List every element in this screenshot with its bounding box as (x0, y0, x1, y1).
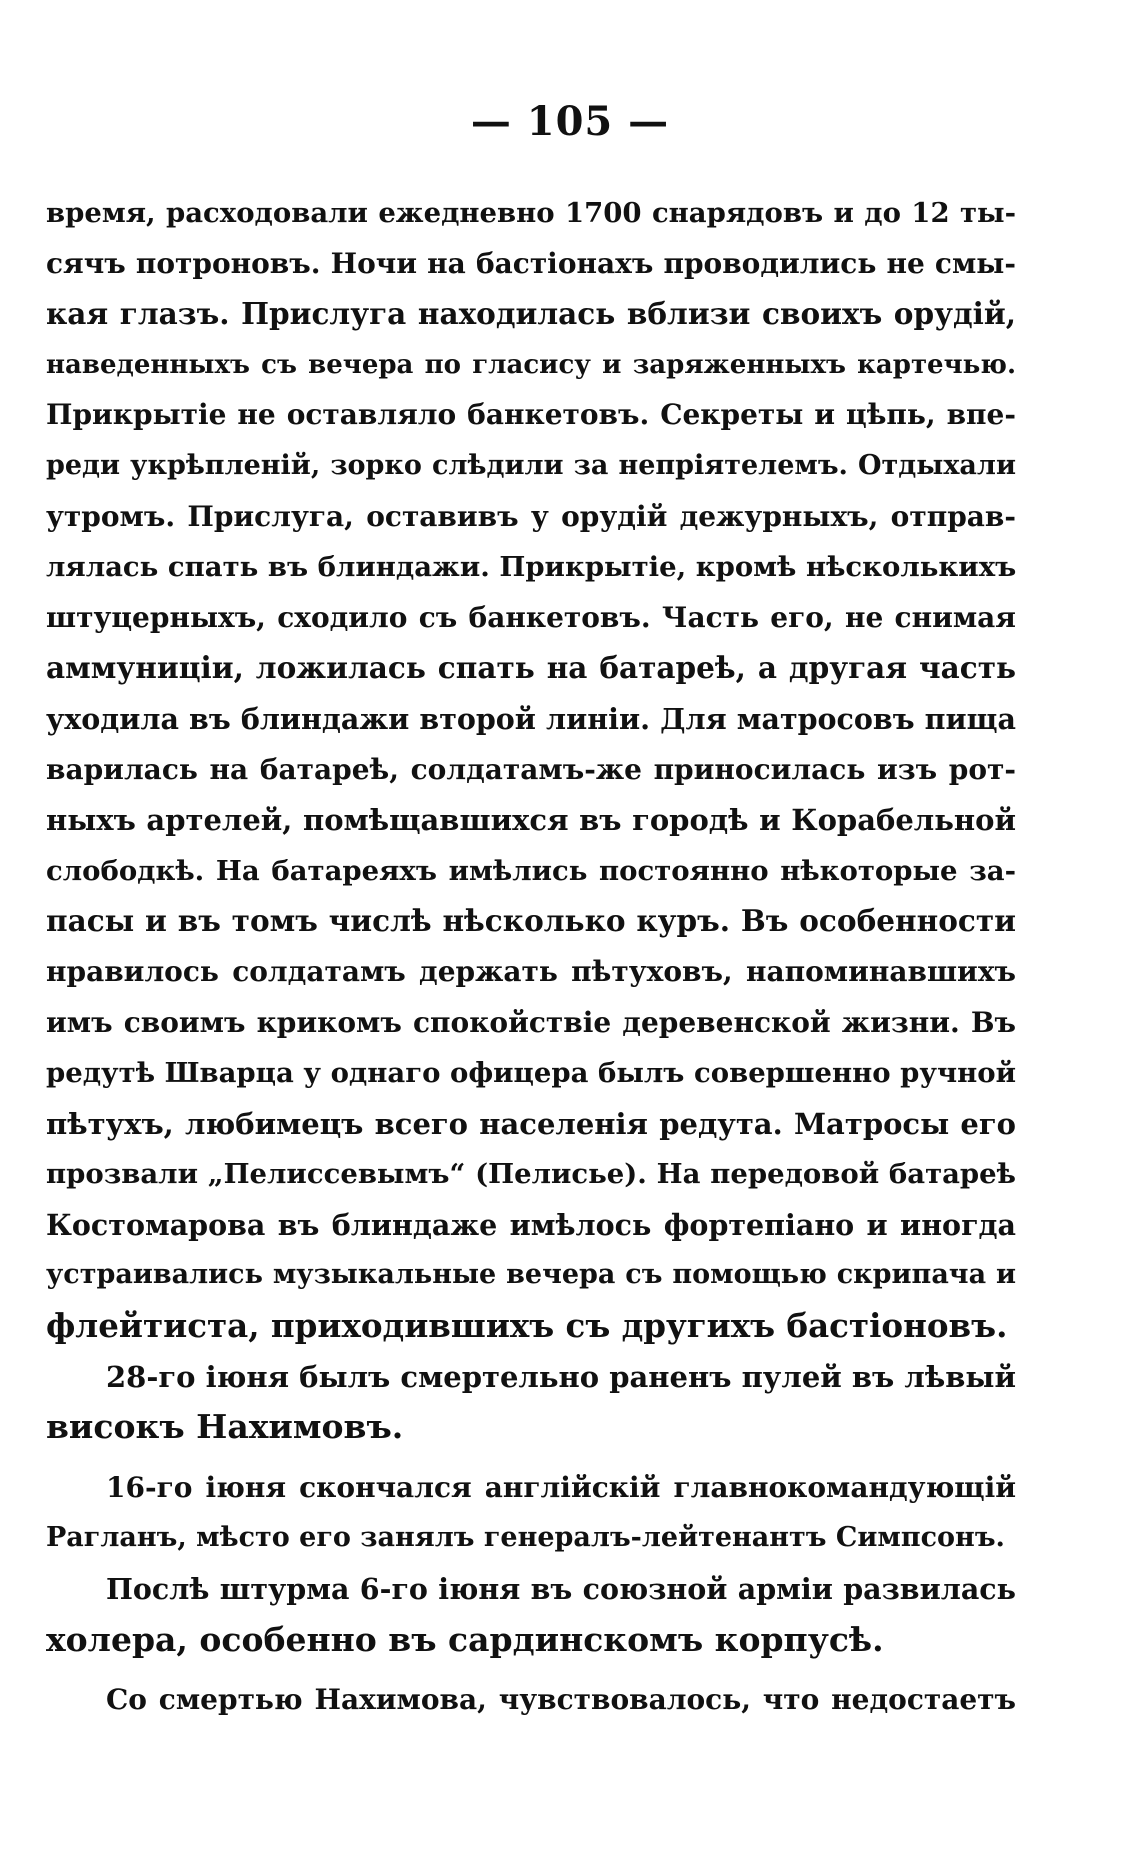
text-line: аммуниціи, ложилась спать на батареѣ, а другая часть (46, 650, 1016, 686)
text-line: сячъ потроновъ. Ночи на бастіонахъ проводились не смы- (46, 246, 1016, 280)
text-line: ныхъ артелей, помѣщавшихся въ городѣ и Корабельной (46, 803, 1016, 838)
text-line: 28-го іюня былъ смертельно раненъ пулей въ лѣвый (106, 1359, 1016, 1394)
text-line: уходила въ блиндажи второй линіи. Для матросовъ пища (46, 701, 1016, 736)
text-line: утромъ. Прислуга, оставивъ у орудій дежурныхъ, отправ- (46, 499, 1016, 533)
paragraph (46, 1352, 1016, 1453)
text-line: нравилось солдатамъ держать пѣтуховъ, напоминавшихъ (46, 954, 1016, 988)
page-number: — 105 — (470, 98, 670, 145)
paragraph (46, 1675, 1016, 1726)
text-line: устраивались музыкальные вечера съ помощью скрипача и (46, 1259, 1016, 1291)
text-line: флейтиста, приходившихъ съ другихъ бастіоновъ. (46, 1306, 1008, 1346)
paragraph (46, 1463, 1016, 1564)
text-line: 16-го іюня скончался англійскій главнокомандующій (106, 1470, 1016, 1504)
text-line: холера, особенно въ сардинскомъ корпусѣ. (46, 1619, 884, 1659)
text-line: пѣтухъ, любимецъ всего населенія редута. Матросы его (46, 1106, 1016, 1141)
text-line: имъ своимъ крикомъ спокойствіе деревенской жизни. Въ (46, 1005, 1016, 1039)
text-line: Костомарова въ блиндаже имѣлось фортепіано и иногда (46, 1207, 1016, 1242)
text-line: прозвали „Пелиссевымъ“ (Пелисье). На передовой батареѣ (46, 1158, 1016, 1191)
paragraph (46, 188, 1016, 1352)
text-line: Рагланъ, мѣсто его занялъ генералъ-лейтенантъ Симпсонъ. (46, 1522, 1005, 1554)
text-line: время, расходовали ежедневно 1700 снарядовъ и до 12 ты- (46, 197, 1016, 229)
text-line: Прикрытіе не оставляло банкетовъ. Секреты и цѣпь, впе- (46, 398, 1016, 432)
text-line: штуцерныхъ, сходило съ банкетовъ. Часть его, не снимая (46, 600, 1016, 634)
text-line: високъ Нахимовъ. (46, 1407, 404, 1447)
text-line: Со смертью Нахимова, чувствовалось, что недостаетъ (106, 1683, 1016, 1717)
text-line: кая глазъ. Прислуга находилась вблизи своихъ орудій, (46, 296, 1016, 332)
paragraph (46, 1564, 1016, 1665)
text-line: варилась на батареѣ, солдатамъ-же приносилась изъ рот- (46, 752, 1016, 786)
text-line: пасы и въ томъ числѣ нѣсколько куръ. Въ особенности (46, 903, 1016, 939)
text-line: наведенныхъ съ вечера по гласису и заряженныхъ картечью. (46, 349, 1016, 380)
page-body-text (46, 188, 1016, 1726)
text-line: редутѣ Шварца у однаго офицера былъ совершенно ручной (46, 1057, 1016, 1090)
text-line: реди укрѣпленій, зорко слѣдили за непріятелемъ. Отдыхали (46, 449, 1016, 481)
text-line: Послѣ штурма 6-го іюня въ союзной арміи развилась (106, 1572, 1016, 1607)
text-line: слободкѣ. На батареяхъ имѣлись постоянно нѣкоторые за- (46, 854, 1016, 887)
text-line: лялась спать въ блиндажи. Прикрытіе, кромѣ нѣсколькихъ (46, 551, 1017, 584)
